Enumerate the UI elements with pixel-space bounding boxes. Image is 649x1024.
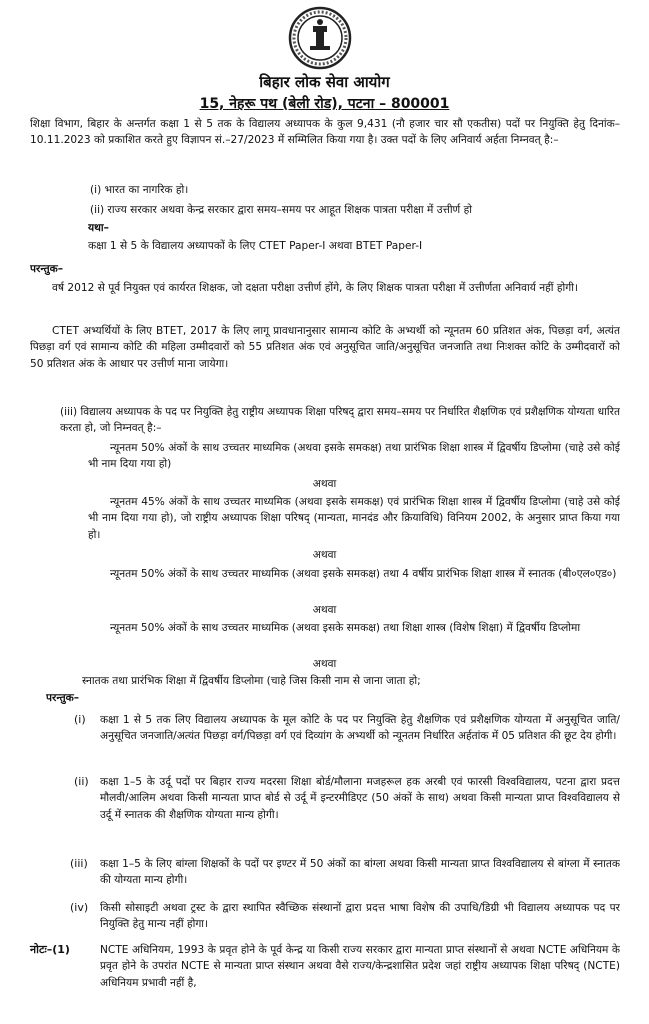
- parantuk-heading-2: परन्तुक–: [46, 692, 80, 704]
- intro-paragraph: शिक्षा विभाग, बिहार के अन्तर्गत कक्षा 1 से 5 तक के विद्यालय अध्यापक के कुल 9,431 (नौ हजार चार सौ एकतीस) पदों पर नियुक्ति हेतु दिनांक–10.11.2023 को प्रकाशित करते हुए विज्ञापन सं.–27/2023 में सम्मिलित किया गया है। उक्त पदों के लिए अनिवार्य अर्हता निम्नवत् है:–: [30, 118, 620, 147]
- qualification-option-4: न्यूनतम 50% अंकों के साथ उच्चतर माध्यमिक (अथवा इसके समकक्ष) तथा शिक्षा शास्त्र (विशेष शिक्षा) में द्विवर्षीय डिप्लोमा: [110, 622, 581, 634]
- athva-separator-1: अथवा: [312, 478, 337, 490]
- parantuk-heading-1: परन्तुक–: [30, 263, 64, 275]
- proviso-iv: किसी सोसाइटी अथवा ट्रस्ट के द्वारा स्थापित स्वैच्छिक संस्थानों द्वारा प्रदत्त भाषा विशेष की उपाधि/डिग्री भी विद्यालय अध्यापक पद पर नियुक्ति हेतु मान्य नहीं होगा।: [100, 902, 620, 931]
- eligibility-item-ii: (ii) राज्य सरकार अथवा केन्द्र सरकार द्वारा समय–समय पर आहूत शिक्षक पात्रता परीक्षा में उत्तीर्ण हो: [90, 204, 472, 216]
- proviso-ii: कक्षा 1–5 के उर्दू पदों पर बिहार राज्य मदरसा शिक्षा बोर्ड/मौलाना मजहरूल हक अरबी एवं फारसी विश्वविद्यालय, पटना द्वारा प्रदत्त मौलवी/आलिम अथवा किसी मान्यता प्राप्त बोर्ड से उर्दू में इन्टरमीडिएट (50 अंकों के साथ) अथवा किसी मान्यता प्राप्त विश्वविद्यालय से उर्दू में स्नातक की शैक्षणिक योग्यता मान्य होगी।: [100, 776, 620, 821]
- qualification-option-5: स्नातक तथा प्रारंभिक शिक्षा में द्विवर्षीय डिप्लोमा (चाहे जिस किसी नाम से जाना जाता हो;: [82, 675, 421, 687]
- note-1: NCTE अधिनियम, 1993 के प्रवृत होने के पूर्व केन्द्र या किसी राज्य सरकार द्वारा मान्यता प्राप्त संस्थानों से अथवा NCTE अधिनियम के प्रवृत होने के उपरांत NCTE से मान्यता प्राप्त संस्थान अथवा वैसे राज्य/केन्द्रशासित प्रदेश जहां राष्ट्रीय अध्यापक शिक्षा परिषद् (NCTE) अधिनियम प्रभावी नहीं है,: [100, 944, 620, 989]
- proviso-ii-number: (ii): [74, 775, 89, 788]
- note-number: नोटः–(1): [30, 943, 70, 956]
- proviso-i-number: (i): [74, 713, 86, 726]
- commission-title: बिहार लोक सेवा आयोग: [259, 73, 390, 91]
- proviso-iii-number: (iii): [70, 857, 88, 870]
- athva-separator-3: अथवा: [312, 604, 337, 616]
- athva-separator-2: अथवा: [312, 549, 337, 561]
- paragraph-ctet-marks: CTET अभ्यर्थियों के लिए BTET, 2017 के लिए लागू प्रावधानानुसार सामान्य कोटि के अभ्यर्थी को न्यूनतम 60 प्रतिशत अंक, पिछड़ा वर्ग, अत्यंत पिछड़ा वर्ग एवं सामान्य कोटि की महिला उम्मीदवारों को 55 प्रतिशत अंक एवं अनुसूचित जाति/अनुसूचित जनजाति तथा निःशक्त कोटि के उम्मीदवारों को 50 प्रतिशत अंक के आधार पर उत्तीर्ण माना जायेगा।: [30, 325, 620, 370]
- yatha-label: यथा–: [88, 222, 109, 234]
- commission-seal-icon: [288, 6, 352, 70]
- eligibility-item-iii: (iii) विद्यालय अध्यापक के पद पर नियुक्ति हेतु राष्ट्रीय अध्यापक शिक्षा परिषद् द्वारा समय–समय पर निर्धारित शैक्षणिक एवं प्रशैक्षणिक योग्यता धारित करता हो, जो निम्नवत् है:–: [60, 406, 620, 435]
- athva-separator-4: अथवा: [312, 658, 337, 670]
- ctet-requirement: कक्षा 1 से 5 के विद्यालय अध्यापकों के लिए CTET Paper-I अथवा BTET Paper-I: [88, 240, 423, 252]
- qualification-option-1: न्यूनतम 50% अंकों के साथ उच्चतर माध्यमिक (अथवा इसके समकक्ष) तथा प्रारंभिक शिक्षा शास्त्र में द्विवर्षीय डिप्लोमा (चाहे उसे कोई भी नाम दिया गया हो): [88, 442, 620, 471]
- proviso-iv-number: (iv): [70, 901, 89, 914]
- qualification-option-3: न्यूनतम 50% अंकों के साथ उच्चतर माध्यमिक (अथवा इसके समकक्ष) तथा 4 वर्षीय प्रारंभिक शिक्षा शास्त्र में स्नातक (बी०एल०एड०): [110, 568, 617, 580]
- paragraph-2012: वर्ष 2012 से पूर्व नियुक्त एवं कार्यरत शिक्षक, जो दक्षता परीक्षा उत्तीर्ण होंगे, के लिए शिक्षक पात्रता परीक्षा में उत्तीर्णता अनिवार्य नहीं होगी।: [52, 282, 578, 294]
- proviso-iii: कक्षा 1–5 के लिए बांग्ला शिक्षकों के पदों पर इण्टर में 50 अंकों का बांग्ला अथवा किसी मान्यता प्राप्त विश्वविद्यालय से बांग्ला में स्नातक की योग्यता मान्य होगी।: [100, 858, 620, 887]
- qualification-option-2: न्यूनतम 45% अंकों के साथ उच्चतर माध्यमिक (अथवा इसके समकक्ष) एवं प्रारंभिक शिक्षा शास्त्र में द्विवर्षीय डिप्लोमा (चाहे उसे कोई भी नाम दिया गया हो), जो राष्ट्रीय अध्यापक शिक्षा परिषद् (मान्यता, मानदंड और क्रियाविधि) विनियम 2002, के अनुसार प्राप्त किया गया हो।: [88, 496, 620, 541]
- proviso-i: कक्षा 1 से 5 तक लिए विद्यालय अध्यापक के मूल कोटि के पद पर नियुक्ति हेतु शैक्षणिक एवं प्रशैक्षणिक योग्यता में अनुसूचित जाति/अनुसूचित जनजाति/अत्यंत पिछड़ा वर्ग/पिछड़ा वर्ग एवं दिव्यांग के अभ्यर्थी को न्यूनतम निर्धारित अर्हतांक में 05 प्रतिशत की छूट देय होगी।: [100, 714, 620, 743]
- commission-address: 15, नेहरू पथ (बेली रोड), पटना – 800001: [199, 96, 450, 112]
- eligibility-item-i: (i) भारत का नागरिक हो।: [90, 184, 189, 196]
